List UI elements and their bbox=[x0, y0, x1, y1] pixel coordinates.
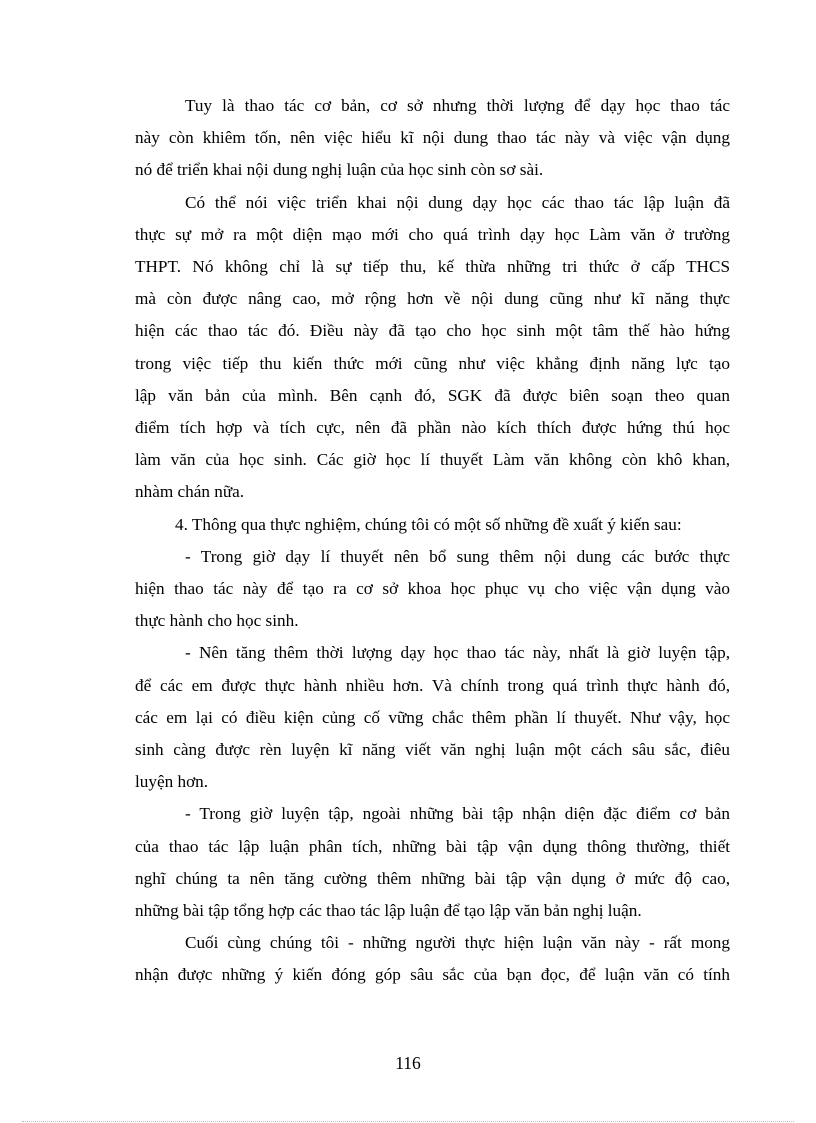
closing-paragraph bbox=[135, 927, 730, 991]
document-body bbox=[135, 90, 730, 992]
paragraph-3-numbered bbox=[135, 509, 730, 541]
text-line: nó để triển khai nội dung nghị luận của học sinh còn sơ sài. bbox=[135, 160, 544, 180]
text-line: để các em được thực hành nhiều hơn. Và chính trong quá trình thực hành đó, bbox=[135, 675, 730, 695]
bullet-paragraph-3 bbox=[135, 798, 730, 927]
text-line: của thao tác lập luận phân tích, những bài tập vận dụng thông thường, thiết bbox=[135, 836, 730, 856]
text-line: nghĩ chúng ta nên tăng cường thêm những bài tập vận dụng ở mức độ cao, bbox=[135, 868, 730, 888]
text-line: hiện thao tác này để tạo ra cơ sở khoa học phục vụ cho việc vận dụng vào bbox=[135, 579, 730, 599]
text-line: lập văn bản của mình. Bên cạnh đó, SGK đã được biên soạn theo quan bbox=[135, 385, 730, 405]
text-line: này còn khiêm tốn, nên việc hiểu kĩ nội dung thao tác này và việc vận dụng bbox=[135, 128, 730, 148]
text-line: điểm tích hợp và tích cực, nên đã phần nào kích thích được hứng thú học bbox=[135, 418, 730, 438]
text-line: THPT. Nó không chỉ là sự tiếp thu, kế thừa những tri thức ở cấp THCS bbox=[135, 257, 730, 277]
paragraph-2 bbox=[135, 187, 730, 509]
text-line: trong việc tiếp thu kiến thức mới cũng như việc khẳng định năng lực tạo bbox=[135, 353, 730, 373]
text-line: Tuy là thao tác cơ bản, cơ sở nhưng thời lượng để dạy học thao tác bbox=[185, 96, 730, 115]
text-line: Có thể nói việc triển khai nội dung dạy học các thao tác lập luận đã bbox=[185, 192, 730, 212]
text-line: - Nên tăng thêm thời lượng dạy học thao tác này, nhất là giờ luyện tập, bbox=[185, 643, 730, 663]
text-line: làm văn của học sinh. Các giờ học lí thuyết Làm văn không còn khô khan, bbox=[135, 450, 730, 470]
text-line: luyện hơn. bbox=[135, 772, 209, 792]
text-line: Cuối cùng chúng tôi - những người thực hiện luận văn này - rất mong bbox=[185, 933, 730, 953]
bullet-paragraph-1 bbox=[135, 541, 730, 638]
text-line: mà còn được nâng cao, mở rộng hơn về nội dung cũng như kĩ năng thực bbox=[135, 289, 730, 309]
bullet-paragraph-2 bbox=[135, 637, 730, 798]
text-line: 4. Thông qua thực nghiệm, chúng tôi có một số những đề xuất ý kiến sau: bbox=[175, 514, 682, 534]
text-line: sinh càng được rèn luyện kĩ năng viết văn nghị luận một cách sâu sắc, điêu bbox=[135, 740, 730, 760]
text-line: thực hành cho học sinh. bbox=[135, 611, 299, 631]
text-line: những bài tập tổng hợp các thao tác lập luận để tạo lập văn bản nghị luận. bbox=[135, 901, 642, 921]
text-line: hiện các thao tác đó. Điều này đã tạo cho học sinh một tâm thế hào hứng bbox=[135, 321, 730, 341]
page-bottom-divider bbox=[22, 1121, 794, 1122]
text-line: - Trong giờ dạy lí thuyết nên bổ sung thêm nội dung các bước thực bbox=[185, 546, 730, 566]
page-number: 116 bbox=[395, 1053, 421, 1073]
text-line: thực sự mở ra một diện mạo mới cho quá trình dạy học Làm văn ở trường bbox=[135, 224, 730, 244]
text-line: nhận được những ý kiến đóng góp sâu sắc của bạn đọc, để luận văn có tính bbox=[135, 965, 730, 985]
text-line: - Trong giờ luyện tập, ngoài những bài tập nhận diện đặc điểm cơ bản bbox=[185, 804, 730, 824]
paragraph-1 bbox=[135, 90, 730, 187]
text-line: các em lại có điều kiện củng cố vững chắc thêm phần lí thuyết. Như vậy, học bbox=[135, 707, 730, 727]
text-line: nhàm chán nữa. bbox=[135, 482, 245, 502]
